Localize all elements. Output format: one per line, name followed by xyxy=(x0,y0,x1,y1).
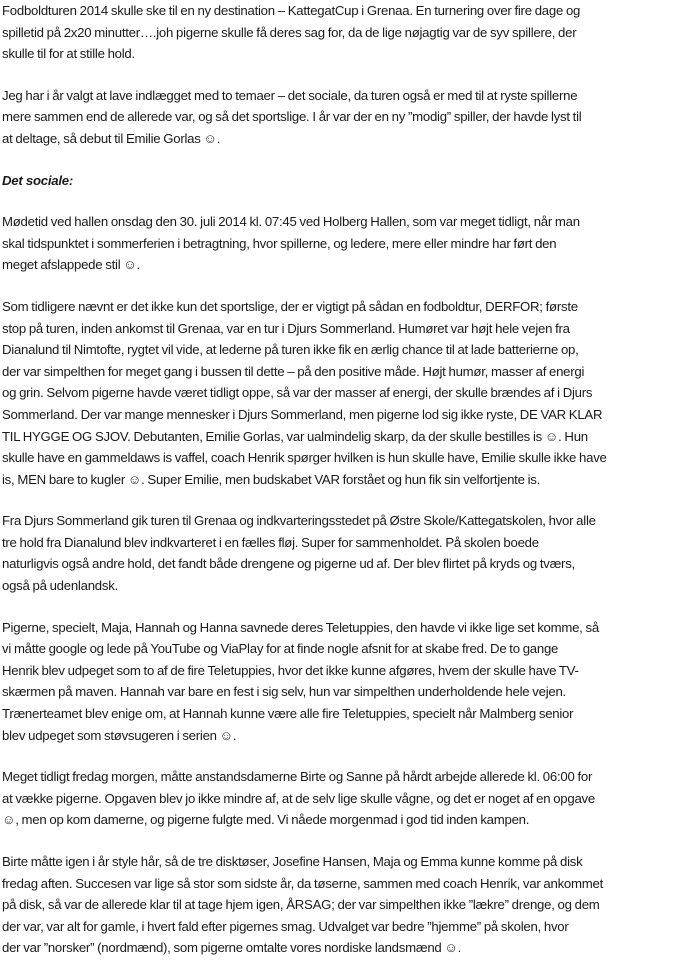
text-line: fredag aften. Succesen var lige så stor som sidste år, da tøserne, sammen med coach Henrik, var ankommet xyxy=(2,875,603,891)
text-line: Birte måtte igen i år style hår, så de tre disktøser, Josefine Hansen, Maja og Emma kunne komme på disk xyxy=(2,854,583,869)
paragraph-intro xyxy=(2,0,680,65)
text-line: Som tidligere nævnt er det ikke kun det sportslige, der er vigtigt på sådan en fodboldtur, DERFOR; første xyxy=(2,298,578,314)
text-line: mere sammen end de allerede var, og så det sportslige. I år var der en ny ”modig” spiller, der havde lyst til xyxy=(2,109,582,125)
text-line: skulle til for at stille hold. xyxy=(2,46,135,62)
text-line: Dianalund til Nimtofte, rygtet vil vide, at lederne på turen ikke fik en ærlig chance til at lade batterierne op, xyxy=(2,342,579,358)
paragraph-themes xyxy=(2,85,680,150)
text-line: is, MEN bare to kugler ☺. Super Emilie, men budskabet VAR forstået og hun fik sin velfortjente is. xyxy=(2,471,541,487)
paragraph-friday-morning xyxy=(2,766,680,831)
document-page xyxy=(2,0,680,979)
text-line: og grin. Selvom pigerne havde været tidligt oppe, så var der masser af energi, der skulle brændes af i Djurs xyxy=(2,385,593,401)
text-line: der var simpelthen for meget gang i bussen til dette – på den positive måde. Højt humør, masser af energi xyxy=(2,363,585,379)
section-heading: Det sociale: xyxy=(2,172,74,188)
text-line: spilletid på 2x20 minutter….joh pigerne skulle få deres sag for, da de lige nøjagtig var de syv spillere, der xyxy=(2,24,577,40)
text-line: skulle have en gammeldaws is vaffel, coach Henrik spørger hvilken is hun skulle have, Emilie skulle ikke have xyxy=(2,450,607,466)
text-line: Pigerne, specielt, Maja, Hannah og Hanna savnede deres Teletuppies, den havde vi ikke lige set komme, så xyxy=(2,619,599,635)
text-line: stop på turen, inden ankomst til Grenaa, var en tur i Djurs Sommerland. Humøret var højt hele vejen fra xyxy=(2,320,570,336)
text-line: meget afslappede stil ☺. xyxy=(2,257,140,273)
text-line: vi måtte google og lede på YouTube og ViaPlay for at finde nogle afsnit for at skabe fred. De to gange xyxy=(2,641,559,657)
paragraph-djurs-sommerland xyxy=(2,296,680,490)
text-line: TIL HYGGE OG SJOV. Debutanten, Emilie Gorlas, var ualmindelig skarp, da der skulle bestilles is ☺. Hun xyxy=(2,428,588,444)
paragraph-accommodation xyxy=(2,510,680,596)
text-line: skærmen på maven. Hannah var bare en fest i sig selv, hun var simpelthen underholdende hele vejen. xyxy=(2,684,566,700)
text-line: Fodboldturen 2014 skulle ske til en ny destination – KattegatCup i Grenaa. En turnering over fire dage og xyxy=(2,3,581,18)
text-line: at vække pigerne. Opgaven blev jo ikke mindre af, at de selv lige skulle vågne, og det er noget af en opgave xyxy=(2,790,595,806)
text-line: også på udenlandsk. xyxy=(2,578,118,594)
text-line: tre hold fra Dianalund blev indkvarteret i en fælles fløj. Super for sammenholdet. På skolen boede xyxy=(2,534,539,550)
text-line: Fra Djurs Sommerland gik turen til Grenaa og indkvarteringsstedet på Østre Skole/Kattegatskolen, hvor alle xyxy=(2,513,596,529)
paragraph-meeting-time xyxy=(2,211,680,276)
paragraph-teletubbies xyxy=(2,617,680,747)
text-line: at deltage, så debut til Emilie Gorlas ☺. xyxy=(2,130,221,146)
text-line: Sommerland. Der var mange mennesker i Djurs Sommerland, men pigerne lod sig ikke ryste, DE VAR KLAR xyxy=(2,406,603,422)
text-line: på disk, så var de allerede klar til at tage hjem igen, ÅRSAG; der var simpelthen ikke ”lækre” drenge, og dem xyxy=(2,897,600,913)
text-line: Henrik blev udpeget som to af de fire Teletuppies, hvor det ikke kunne afgøres, hvem der skulle have TV- xyxy=(2,662,579,678)
text-line: skal tidspunktet i sommerferien i betragtning, hvor spillerne, og ledere, mere eller mindre har ført den xyxy=(2,235,557,251)
text-line: ☺, men op kom damerne, og pigerne fulgte med. Vi nåede morgenmad i god tid inden kampen. xyxy=(2,812,530,828)
text-line: Meget tidligt fredag morgen, måtte anstandsdamerne Birte og Sanne på hårdt arbejde allerede kl. 06:00 for xyxy=(2,769,593,785)
text-line: Trænerteamet blev enige om, at Hannah kunne være alle fire Teletuppies, specielt når Malmberg senior xyxy=(2,706,574,722)
text-line: Mødetid ved hallen onsdag den 30. juli 2014 kl. 07:45 ved Holberg Hallen, som var meget tidligt, når man xyxy=(2,214,580,230)
text-line: blev udpeget som støvsugeren i serien ☺. xyxy=(2,727,237,743)
text-line: der var, var alt for gamle, i hvert fald efter pigernes smag. Udvalget var bedre ”hjemme” på skolen, hvor xyxy=(2,918,569,934)
text-line: naturligvis også andre hold, det fandt både drengene og pigerne ud af. Der blev flirtet på kryds og tværs, xyxy=(2,556,575,572)
text-line: Jeg har i år valgt at lave indlægget med to temaer – det sociale, da turen også er med til at ryste spillerne xyxy=(2,87,578,103)
text-line: der var ”norsker” (nordmænd), som pigerne omtalte vores nordiske landsmænd ☺. xyxy=(2,940,462,956)
